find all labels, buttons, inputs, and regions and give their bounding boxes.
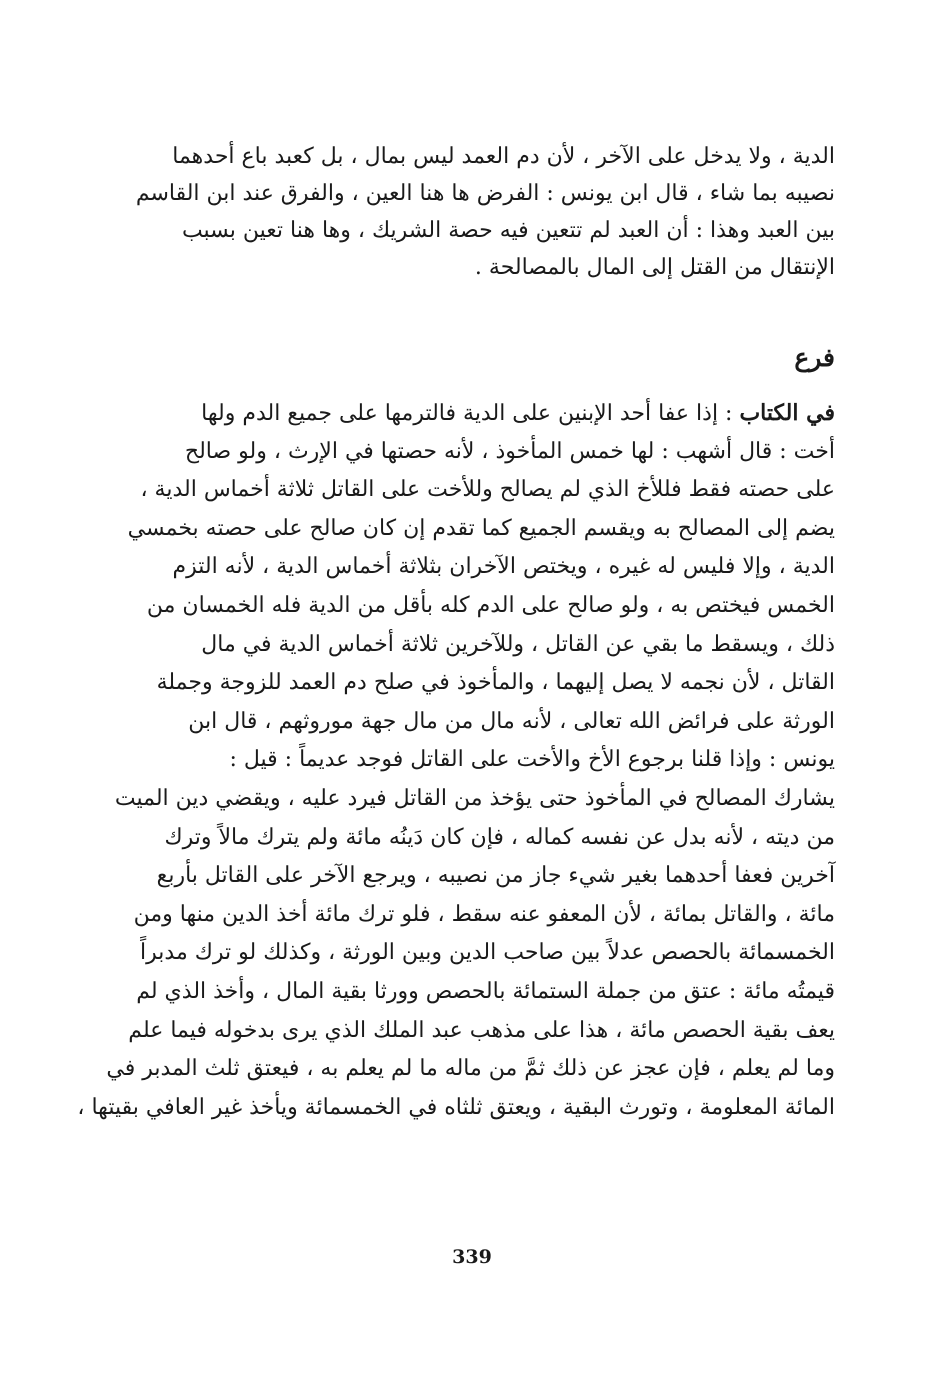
text-line: يضم إلى المصالح به ويقسم الجميع كما تقدم إن كان صالح على حصته بخمسي bbox=[127, 515, 835, 541]
text-line: وما لم يعلم ، فإن عجز عن ذلك ثمَّ من ماله ما لم يعلم به ، فيعتق ثلث المدبر في bbox=[106, 1056, 835, 1082]
text-line: يشارك المصالح في المأخوذ حتى يؤخذ من القاتل فيرد عليه ، ويقضي دين الميت bbox=[114, 785, 835, 811]
text-line: من ديته ، لأنه بدل عن نفسه كماله ، فإن كان دَينُه مائة ولم يترك مالاً وترك bbox=[164, 824, 835, 850]
page-number: 339 bbox=[452, 1246, 492, 1268]
text-line: الخمس فيختص به ، ولو صالح على الدم كله بأقل من الدية فله الخمسان من bbox=[146, 592, 835, 618]
lead-line-rest: : إذا عفا أحد الإبنين على الدية فالترمها على جميع الدم ولها bbox=[201, 401, 740, 426]
text-line: الإنتقال من القتل إلى المال بالمصالحة . bbox=[474, 255, 835, 280]
text-line: آخرين فعفا أحدهما بغير شيء جاز من نصيبه ، ويرجع الآخر على القاتل بأربع bbox=[156, 863, 835, 889]
text-line: الخمسمائة بالحصص عدلاً بين صاحب الدين وبين الورثة ، وكذلك لو ترك مدبراً bbox=[140, 940, 835, 966]
text-line: يونس : وإذا قلنا برجوع الأخ والأخت على القاتل فوجد عديماً : قيل : bbox=[229, 747, 835, 773]
section-heading: فرع bbox=[794, 343, 835, 372]
text-line: مائة ، والقاتل بمائة ، لأن المعفو عنه سقط ، فلو ترك مائة أخذ الدين منها ومن bbox=[133, 901, 835, 927]
text-line: قيمتُه مائة : عتق من جملة الستمائة بالحصص وورثا بقية المال ، وأخذ الذي لم bbox=[136, 978, 835, 1004]
lead-phrase: في الكتاب bbox=[739, 400, 835, 426]
text-line: الورثة على فرائض الله تعالى ، لأنه مال من مال جهة موروثهم ، قال ابن bbox=[188, 708, 835, 734]
text-line: نصيبه بما شاء ، قال ابن يونس : الفرض ها هنا العين ، والفرق عند ابن القاسم bbox=[135, 181, 835, 206]
text-line: ذلك ، ويسقط ما بقي عن القاتل ، وللآخرين ثلاثة أخماس الدية في مال bbox=[201, 631, 835, 657]
text-line: على حصته فقط فللأخ الذي لم يصالح وللأخت على القاتل ثلاثة أخماس الدية ، bbox=[140, 477, 835, 503]
text-line: المائة المعلومة ، وتورث البقية ، ويعتق ثلثاه في الخمسمائة ويأخذ غير العافي بقيتها ، bbox=[77, 1094, 835, 1120]
text-line-first bbox=[163, 394, 835, 433]
text-line: الدية ، ولا يدخل على الآخر ، لأن دم العمد ليس بمال ، بل كعبد باع أحدهما bbox=[172, 144, 835, 169]
text-line: الدية ، وإلا فليس له غيره ، ويختص الآخران بثلاثة أخماس الدية ، لأنه التزم bbox=[172, 554, 835, 580]
text-line: القاتل ، لأن نجمه لا يصل إليهما ، والمأخوذ في صلح دم العمد للزوجة وجملة bbox=[156, 670, 835, 696]
text-line: يعف بقية الحصص مائة ، هذا على مذهب عبد الملك الذي يرى بدخوله فيما علم bbox=[128, 1017, 835, 1043]
paragraph-1 bbox=[135, 138, 835, 286]
text-line: بين العبد وهذا : أن العبد لم تتعين فيه حصة الشريك ، وها هنا تعين بسبب bbox=[181, 218, 835, 243]
text-line: أخت : قال أشهب : لها خمس المأخوذ ، لأنه حصتها في الإرث ، ولو صالح bbox=[184, 438, 835, 464]
paragraph-2 bbox=[77, 394, 835, 1127]
